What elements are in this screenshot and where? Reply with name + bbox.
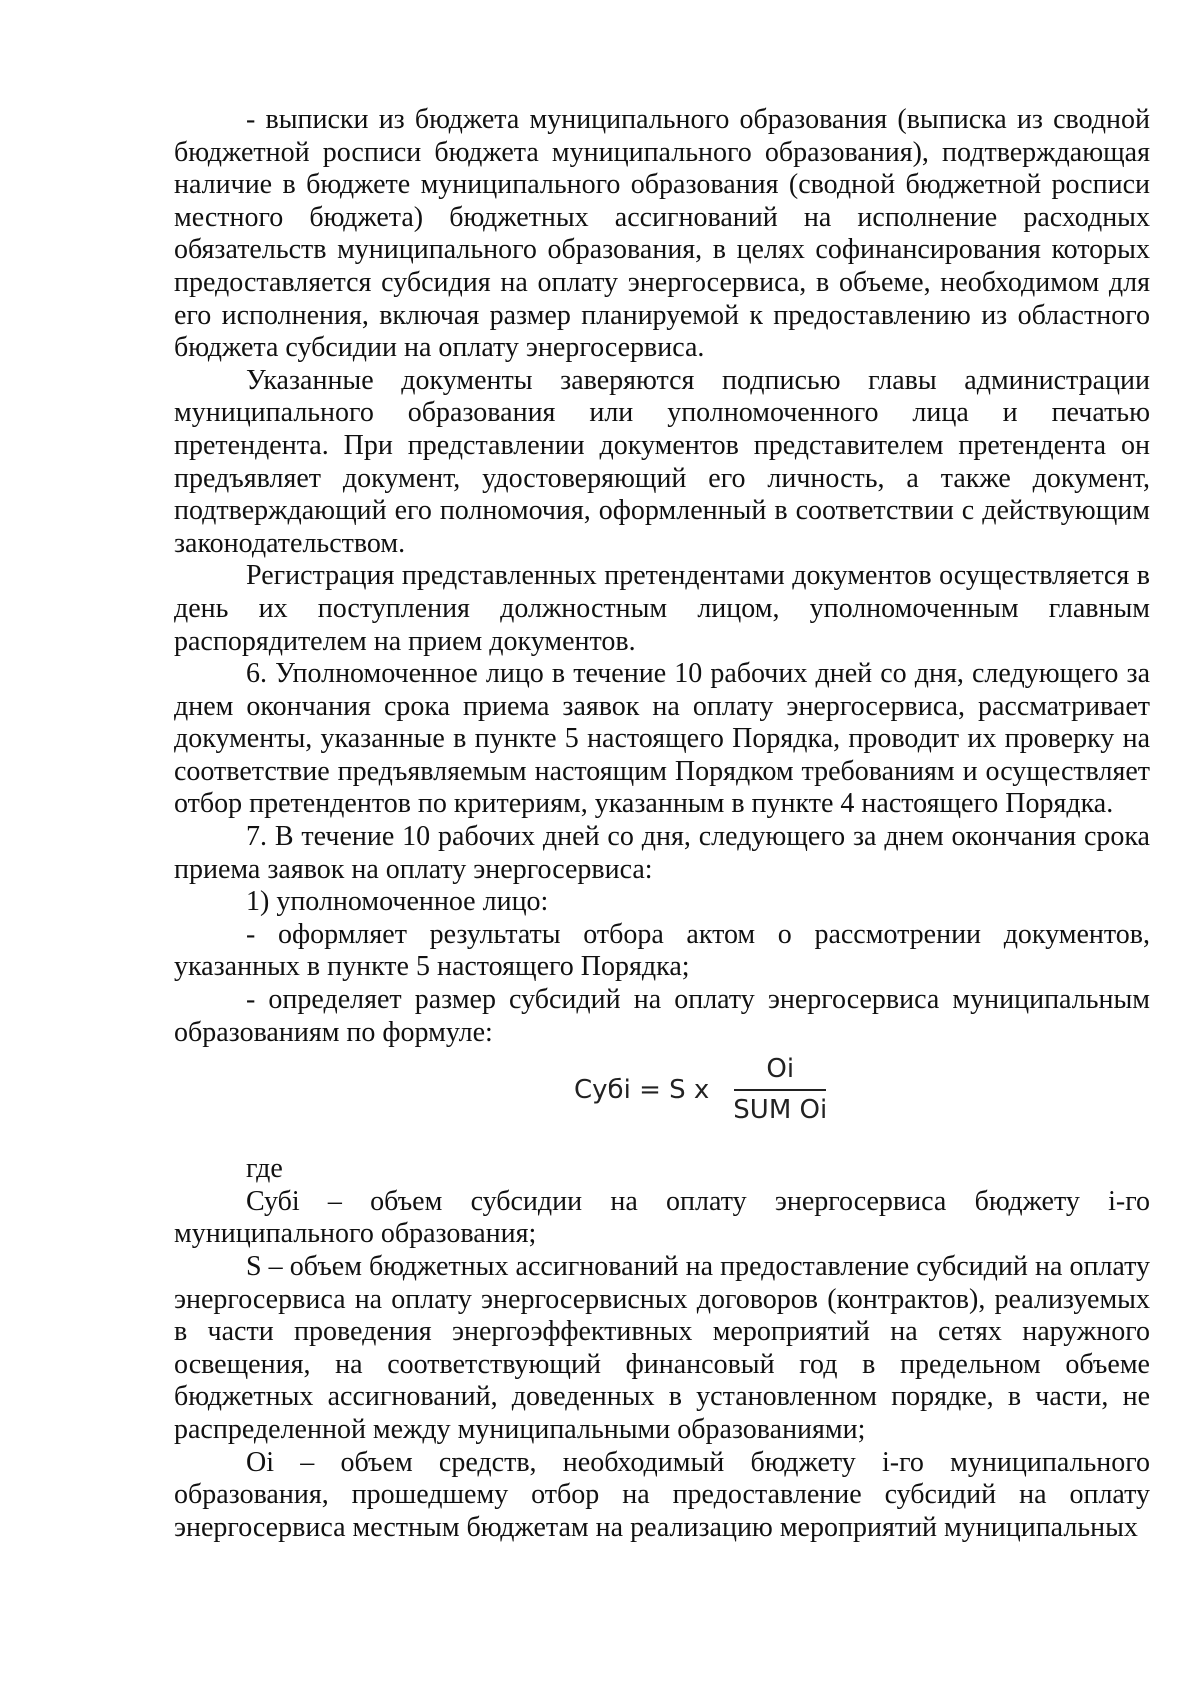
subsidy-formula (174, 1049, 1150, 1143)
formula-fraction (727, 1053, 833, 1126)
paragraph-subitem-1: 1) уполномоченное лицо: (246, 886, 549, 918)
formula-expression (574, 1053, 833, 1126)
formula-numerator: Oi (734, 1053, 826, 1091)
paragraph-selection-results: - оформляет результаты отбора актом о рассмотрении документов, указанных в пункте 5 настоящего Порядка; (174, 918, 1150, 983)
paragraph-definition-oi: Oi – объем средств, необходимый бюджету i-го муниципального образования, прошедшему отбор на предоставление субсидий на оплату энергосервиса местным бюджетам на реализацию мероприятий муниципальных (174, 1446, 1150, 1543)
paragraph-budget-extract: - выписки из бюджета муниципального образования (выписка из сводной бюджетной росписи бюджета муниципального образования), подтверждающая наличие в бюджете муниципального образования (сводной бюджетной росписи местного бюджета) бюджетных ассигнований на исполнение расходных обязательств муниципального образования, в целях софинансирования которых предоставляется субсидия на оплату энергосервиса, в объеме, необходимом для его исполнения, включая размер планируемой к предоставлению из областного бюджета субсидии на оплату энергосервиса. (174, 104, 1150, 364)
paragraph-subsidy-size: - определяет размер субсидий на оплату энергосервиса муниципальным образованиям по формуле: (174, 984, 1150, 1048)
formula-spacer (174, 1143, 1150, 1153)
paragraph-documents-certification: Указанные документы заверяются подписью главы администрации муниципального образования или уполномоченного лица и печатью претендента. При представлении документов представителем претендента он предъявляет документ, удостоверяющий его личность, а также документ, подтверждающий его полномочия, оформленный в соответствии с действующим законодательством. (174, 364, 1150, 559)
paragraph-documents-registration: Регистрация представленных претендентами документов осуществляется в день их поступления должностным лицом, уполномоченным главным распорядителем на прием документов. (174, 560, 1150, 657)
paragraph-where: где (246, 1153, 283, 1185)
paragraph-definition-subi: Субi – объем субсидии на оплату энергосервиса бюджету i-го муниципального образования; (174, 1185, 1150, 1250)
paragraph-item-7: 7. В течение 10 рабочих дней со дня, следующего за днем окончания срока приема заявок на оплату энергосервиса: (174, 821, 1150, 885)
paragraph-definition-s: S – объем бюджетных ассигнований на предоставление субсидий на оплату энергосервиса на оплату энергосервисных договоров (контрактов), реализуемых в части проведения энергоэффективных мероприятий на сетях наружного освещения, на соответствующий финансовый год в предельном объеме бюджетных ассигнований, доведенных в установленном порядке, в части, не распределенной между муниципальными образованиями; (174, 1251, 1150, 1445)
formula-denominator: SUM Oi (733, 1094, 828, 1125)
document-page (174, 104, 1150, 1544)
paragraph-item-6: 6. Уполномоченное лицо в течение 10 рабочих дней со дня, следующего за днем окончания срока приема заявок на оплату энергосервиса, рассматривает документы, указанные в пункте 5 настоящего Порядка, проводит их проверку на соответствие предъявляемым настоящим Порядком требованиям и осуществляет отбор претендентов по критериям, указанным в пункте 4 настоящего Порядка. (174, 658, 1150, 820)
formula-lhs: Субi = S x (574, 1074, 710, 1105)
